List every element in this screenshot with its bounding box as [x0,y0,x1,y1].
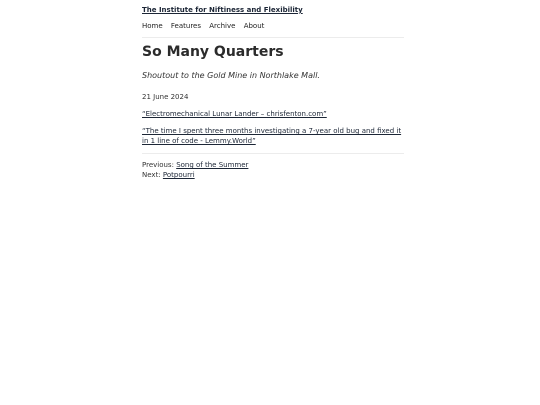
post-subtitle: Shoutout to the Gold Mine in Northlake Mall. [142,71,320,80]
next-post-link[interactable]: Potpourri [162,171,195,179]
nav-home-link[interactable]: Home [142,22,163,30]
nav-archive-link[interactable]: Archive [209,22,236,30]
post-date: 21 June 2024 [142,93,189,101]
footer-divider [142,153,404,154]
site-title-link[interactable]: The Institute for Niftiness and Flexibility [142,6,303,14]
nav-about-link[interactable]: About [243,22,265,30]
previous-row [142,160,248,170]
post-link-lunar-lander[interactable]: “Electromechanical Lunar Lander – chrisfenton.com” [142,110,327,118]
main-nav [142,22,270,30]
post-pagination [142,160,248,180]
previous-post-link[interactable]: Song of the Summer [176,161,249,169]
header-divider [142,37,404,38]
next-label: Next: [142,171,161,179]
next-row [142,170,248,180]
post-title: So Many Quarters [142,44,284,60]
post-link-lemmy-bug[interactable]: “The time I spent three months investigating a 7-year old bug and fixed it in 1 line of code - Lemmy.World” [142,127,402,145]
nav-features-link[interactable]: Features [170,22,202,30]
previous-label: Previous: [142,161,174,169]
